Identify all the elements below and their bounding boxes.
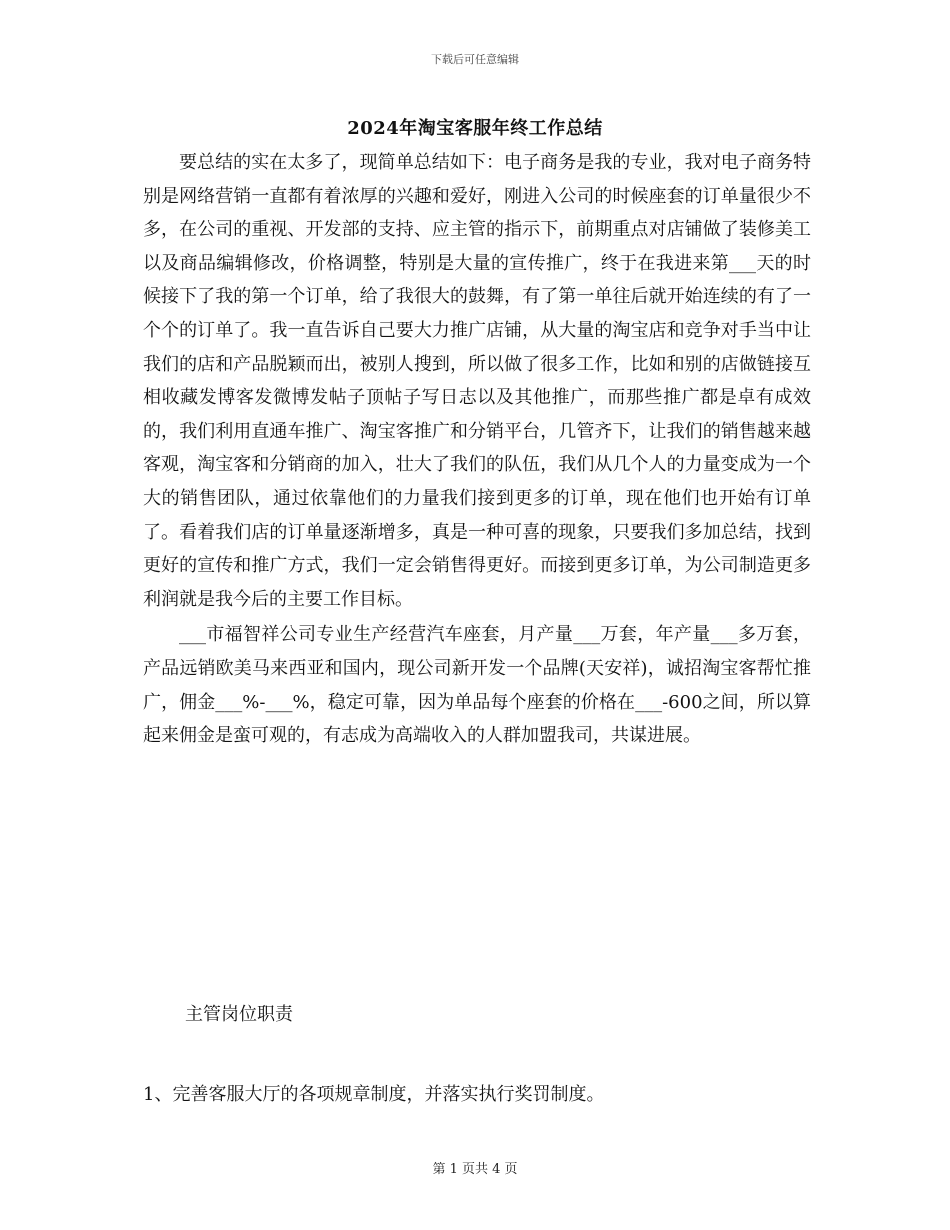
page-number: 第 1 页共 4 页 [432,1162,518,1177]
page-header-note: 下载后可任意编辑 [431,53,519,66]
section-heading: 主管岗位职责 [185,1004,293,1025]
document-title: 2024年淘宝客服年终工作总结 [347,118,603,139]
paragraph-company: ___市福智祥公司专业生产经营汽车座套，月产量___万套，年产量___多万套，产品远销欧美马来西亚和国内，现公司新开发一个品牌(天安祥)，诚招淘宝客帮忙推广，佣金___%-___%，稳定可靠，因为单品每个座套的价格在___-600之间，所以算起来佣金是蛮可观的，有志成为高端收入的人群加盟我司，共谋进展。 [143,624,811,747]
document-body [143,146,811,753]
list-item: 1、完善客服大厅的各项规章制度，并落实执行奖罚制度。 [143,1084,605,1105]
paragraph-summary: 要总结的实在太多了，现简单总结如下：电子商务是我的专业，我对电子商务特别是网络营销一直都有着浓厚的兴趣和爱好，刚进入公司的时候座套的订单量很少不多，在公司的重视、开发部的支持、应主管的指示下，前期重点对店铺做了装修美工以及商品编辑修改，价格调整，特别是大量的宣传推广，终于在我进来第___天的时候接下了我的第一个订单，给了我很大的鼓舞，有了第一单往后就开始连续的有了一个个的订单了。我一直告诉自己要大力推广店铺，从大量的淘宝店和竞争对手当中让我们的店和产品脱颖而出，被别人搜到，所以做了很多工作，比如和别的店做链接互相收藏发博客发微博发帖子顶帖子写日志以及其他推广，而那些推广都是卓有成效的，我们利用直通车推广、淘宝客推广和分销平台，几管齐下，让我们的销售越来越客观，淘宝客和分销商的加入，壮大了我们的队伍，我们从几个人的力量变成为一个大的销售团队，通过依靠他们的力量我们接到更多的订单，现在他们也开始有订单了。看着我们店的订单量逐渐增多，真是一种可喜的现象，只要我们多加总结，找到更好的宣传和推广方式，我们一定会销售得更好。而接到更多订单，为公司制造更多利润就是我今后的主要工作目标。 [143,152,811,610]
